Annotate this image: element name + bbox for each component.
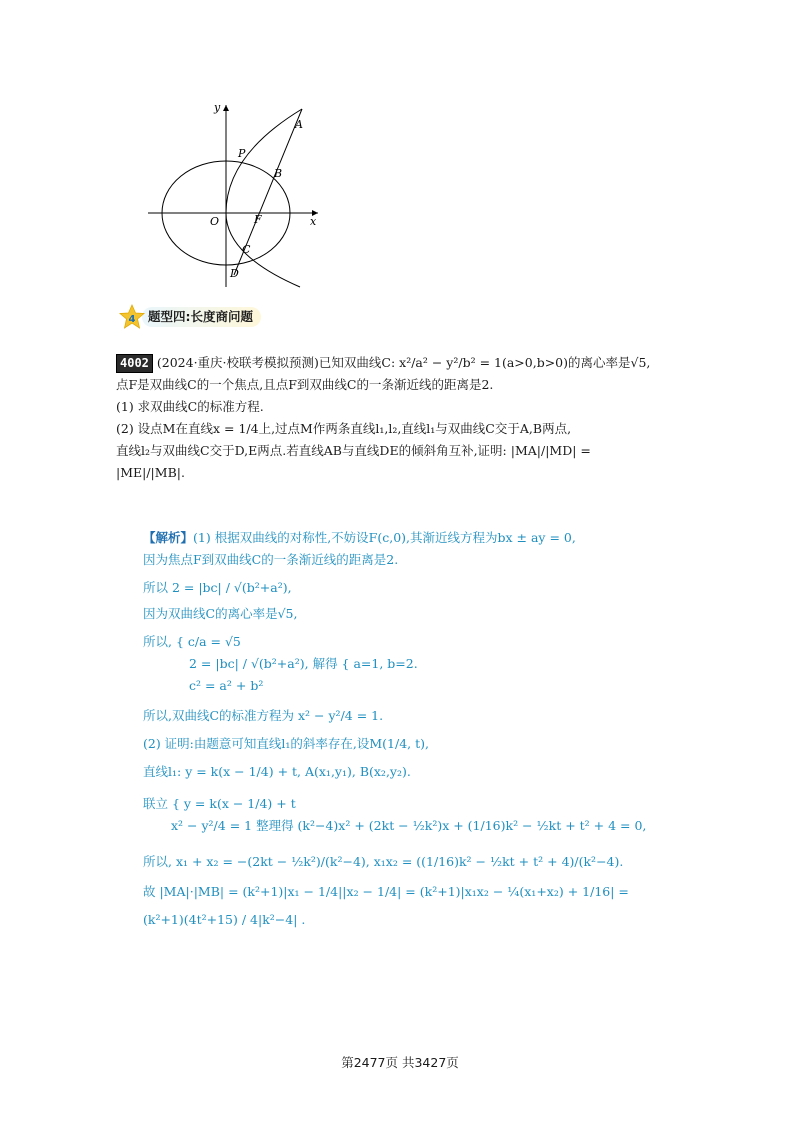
solution-line-2: 因为焦点F到双曲线C的一条渐近线的距离是2. [143, 552, 399, 567]
solution-line-7: (2) 证明:由题意可知直线l₁的斜率存在,设M(1/4, t), [143, 736, 429, 751]
star-icon [118, 304, 146, 330]
label-y: y [214, 101, 221, 114]
solution-line-9a: 联立 { y = k(x − 1/4) + t [143, 796, 296, 811]
label-d: D [230, 267, 239, 280]
solution-line-9b: x² − y²/4 = 1 整理得 (k²−4)x² + (2kt − ½k²)x + (1/16)k² − ½kt + t² + 4 = 0, [171, 818, 647, 833]
solution-block [143, 527, 703, 931]
solution-tag: 【解析】 [143, 530, 194, 545]
problem-line-4: (2) 设点M在直线x = 1/4上,过点M作两条直线l₁,l₂,直线l₁与双曲线C交于A,B两点, [116, 421, 572, 436]
solution-line-1 [143, 527, 703, 549]
solution-line-8: 直线l₁: y = k(x − 1/4) + t, A(x₁,y₁), B(x₂,y₂). [143, 764, 411, 779]
solution-line-5a: 所以, { c/a = √5 [143, 634, 241, 649]
solution-line-3: 所以 2 = |bc| / √(b²+a²), [143, 580, 292, 595]
solution-line-5c: c² = a² + b² [189, 678, 264, 693]
solution-line-6: 所以,双曲线C的标准方程为 x² − y²/4 = 1. [143, 708, 384, 723]
label-f: F [254, 213, 262, 226]
label-a: A [295, 118, 303, 131]
problem-number: 4002 [116, 354, 153, 373]
problem-line-6: |ME|/|MB|. [116, 465, 185, 480]
geometry-figure [140, 95, 330, 290]
section-number: 4 [128, 314, 136, 325]
y-axis-arrow [223, 105, 229, 111]
problem-text-1: (2024·重庆·校联考模拟预测)已知双曲线C: x²/a² − y²/b² = 1(a>0,b>0)的离心率是√5, [156, 355, 651, 370]
solution-line-11: 故 |MA|·|MB| = (k²+1)|x₁ − 1/4||x₂ − 1/4| = (k²+1)|x₁x₂ − ¼(x₁+x₂) + 1/16| = [143, 884, 629, 899]
section-title: 题型四:长度商问题 [142, 307, 261, 327]
label-o: O [210, 215, 220, 228]
label-b: B [274, 167, 283, 180]
problem-block [116, 352, 686, 484]
page-footer: 第2477页 共3427页 [341, 1055, 459, 1070]
solution-line-4: 因为双曲线C的离心率是√5, [143, 606, 298, 621]
solution-line-10: 所以, x₁ + x₂ = −(2kt − ½k²)/(k²−4), x₁x₂ = ((1/16)k² − ½kt + t² + 4)/(k²−4). [143, 854, 624, 869]
label-p: P [238, 147, 246, 160]
solution-line-12: (k²+1)(4t²+15) / 4|k²−4| . [143, 912, 306, 927]
problem-line-1 [116, 352, 686, 374]
solution-text-1: (1) 根据双曲线的对称性,不妨设F(c,0),其渐近线方程为bx ± ay = 0, [193, 530, 576, 545]
label-c: C [242, 243, 251, 256]
problem-line-5: 直线l₂与双曲线C交于D,E两点.若直线AB与直线DE的倾斜角互补,证明: |MA|/|MD| = [116, 443, 591, 458]
label-x: x [310, 215, 317, 228]
ellipse-hyperbola-diagram [140, 95, 330, 290]
section-badge [118, 304, 261, 330]
solution-line-5b: 2 = |bc| / √(b²+a²), 解得 { a=1, b=2. [189, 656, 418, 671]
problem-line-2: 点F是双曲线C的一个焦点,且点F到双曲线C的一条渐近线的距离是2. [116, 377, 494, 392]
problem-line-3: (1) 求双曲线C的标准方程. [116, 399, 264, 414]
